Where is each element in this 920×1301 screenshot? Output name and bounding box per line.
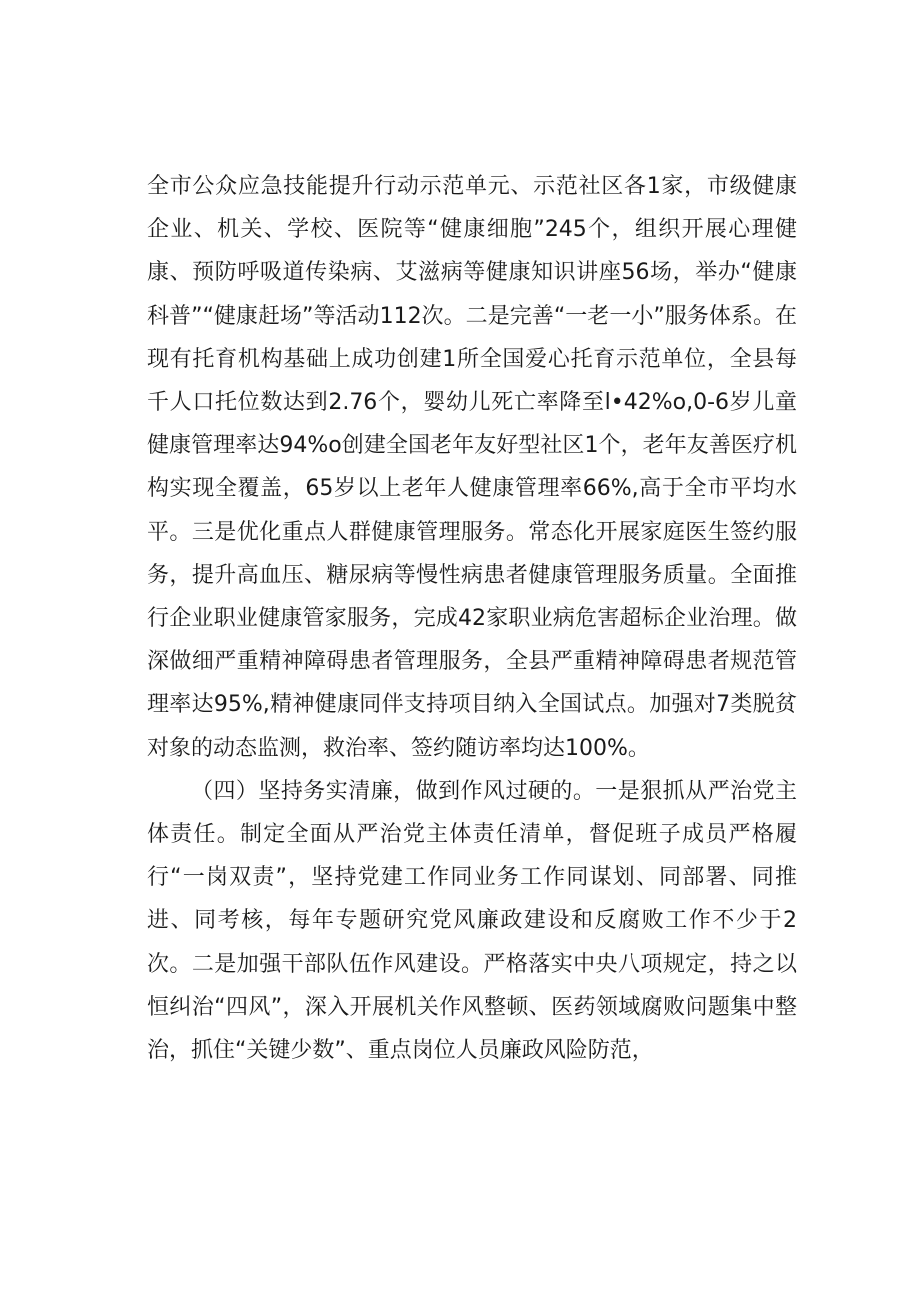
document-body xyxy=(147,165,797,1072)
paragraph-health-services: 全市公众应急技能提升行动示范单元、示范社区各1家，市级健康企业、机关、学校、医院等“健康细胞”245个，组织开展心理健康、预防呼吸道传染病、艾滋病等健康知识讲座56场，举办“健康科普”“健康赶场”等活动112次。二是完善“一老一小”服务体系。在现有托育机构基础上成功创建1所全国爱心托育示范单位，全县每千人口托位数达到2.76个，婴幼儿死亡率降至l•42%o,0-6岁儿童健康管理率达94%o创建全国老年友好型社区1个，老年友善医疗机构实现全覆盖，65岁以上老年人健康管理率66%,高于全市平均水平。三是优化重点人群健康管理服务。常态化开展家庭医生签约服务，提升高血压、糖尿病等慢性病患者健康管理服务质量。全面推行企业职业健康管家服务，完成42家职业病危害超标企业治理。做深做细严重精神障碍患者管理服务，全县严重精神障碍患者规范管理率达95%,精神健康同伴支持项目纳入全国试点。加强对7类脱贫对象的动态监测，救治率、签约随访率均达100%。 xyxy=(147,174,797,761)
paragraph-integrity-work-style: （四）坚持务实清廉，做到作风过硬的。一是狠抓从严治党主体责任。制定全面从严治党主体责任清单，督促班子成员严格履行“一岗双责”，坚持党建工作同业务工作同谋划、同部署、同推进、同考核，每年专题研究党风廉政建设和反腐败工作不少于2次。二是加强干部队伍作风建设。严格落实中央八项规定，持之以恒纠治“四风”，深入开展机关作风整顿、医药领域腐败问题集中整治，抓住“关键少数”、重点岗位人员廉政风险防范， xyxy=(147,778,797,1064)
